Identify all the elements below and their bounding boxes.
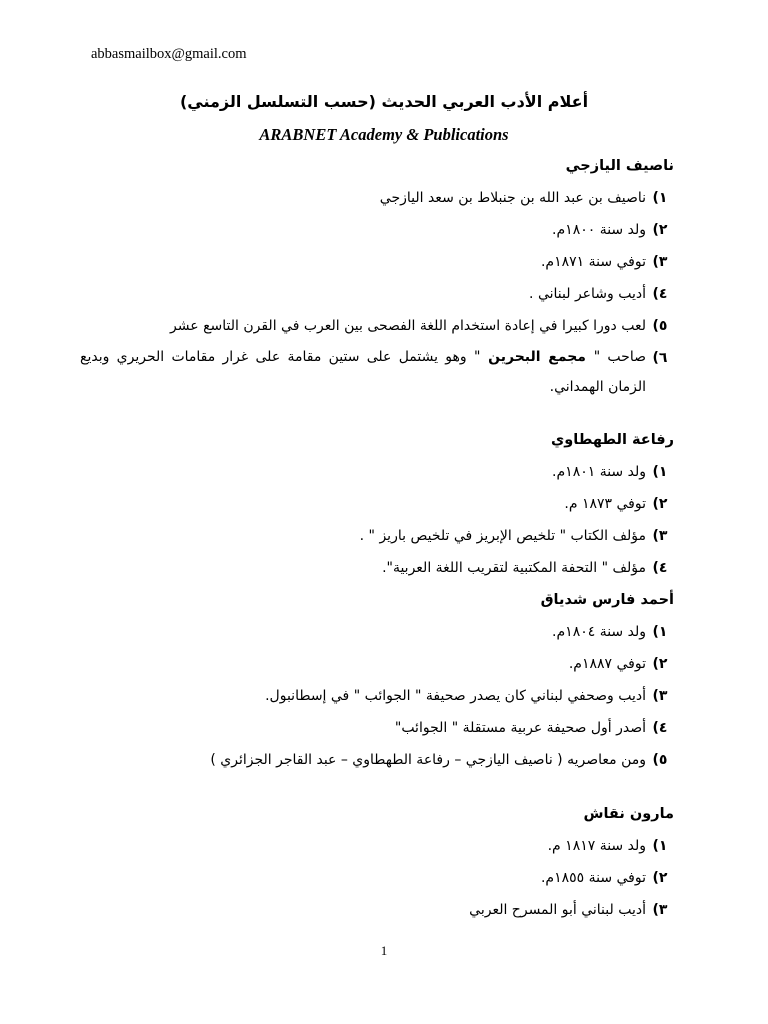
item-text: ناصيف بن عبد الله بن جنبلاط بن سعد اليازجي xyxy=(379,190,646,206)
item-text: ولد سنة ١٨١٧ م. xyxy=(547,838,646,854)
section-maroun-naqqash xyxy=(80,798,674,926)
item-text: أديب لبناني أبو المسرح العربي xyxy=(469,902,646,918)
item-number: ٤) xyxy=(652,560,668,576)
item-text: توفي ١٨٨٧م. xyxy=(568,656,646,672)
section-heading: مارون نقاش xyxy=(583,806,674,822)
section-heading: ناصيف اليازجي xyxy=(565,158,674,174)
list-item xyxy=(80,894,674,926)
item-text: توفي سنة ١٨٧١م. xyxy=(540,254,646,270)
item-text: ولد سنة ١٨٠٤م. xyxy=(552,624,646,640)
item-text: ولد سنة ١٨٠٠م. xyxy=(552,222,646,238)
item-number: ٢) xyxy=(652,656,668,672)
item-text-before: صاحب " xyxy=(593,349,646,365)
item-number: ٣) xyxy=(652,254,668,270)
list-item xyxy=(80,862,674,894)
item-number: ٥) xyxy=(652,752,668,768)
item-text: أديب وشاعر لبناني . xyxy=(529,286,646,302)
item-number: ٣) xyxy=(652,902,668,918)
document-title-english: ARABNET Academy & Publications xyxy=(259,125,509,144)
list-item xyxy=(80,278,674,310)
item-text: توفي سنة ١٨٥٥م. xyxy=(540,870,646,886)
section-heading: رفاعة الطهطاوي xyxy=(550,432,674,448)
author-email: abbasmailbox@gmail.com xyxy=(91,46,247,62)
item-number: ٣) xyxy=(652,528,668,544)
item-number: ١) xyxy=(652,190,668,206)
item-number: ٦) xyxy=(652,350,668,366)
item-number: ٥) xyxy=(652,318,668,334)
item-number: ٢) xyxy=(652,222,668,238)
section-rifaa-tahtawi xyxy=(80,424,674,584)
list-item xyxy=(80,680,674,712)
document-title-arabic: أعلام الأدب العربي الحديث (حسب التسلسل الزمني) xyxy=(179,92,589,111)
item-text-after: " وهو يشتمل على ستين مقامة على غرار مقامات الحريري وبديع الزمان الهمداني. xyxy=(80,349,646,395)
item-text: ومن معاصريه ( ناصيف اليازجي – رفاعة الطهطاوي – عبد القاجر الجزائري ) xyxy=(210,752,646,768)
list-item xyxy=(80,648,674,680)
item-text: أديب وصحفي لبناني كان يصدر صحيفة " الجوائب " في إسطانبول. xyxy=(265,688,646,704)
item-text: لعب دورا كبيرا في إعادة استخدام اللغة الفصحى بين العرب في القرن التاسع عشر xyxy=(170,318,646,334)
book-title-bold: مجمع البحرين xyxy=(480,349,594,365)
list-item xyxy=(80,456,674,488)
item-text: مؤلف " التحفة المكتبية لتقريب اللغة العربية". xyxy=(382,560,646,576)
list-item xyxy=(80,520,674,552)
item-text: توفي ١٨٧٣ م. xyxy=(564,496,646,512)
section-heading: أحمد فارس شدياق xyxy=(540,592,674,608)
item-text: أصدر أول صحيفة عربية مستقلة " الجوائب" xyxy=(394,720,646,736)
list-item xyxy=(80,214,674,246)
item-number: ١) xyxy=(652,838,668,854)
list-item xyxy=(80,488,674,520)
section-nasif-yaziji xyxy=(80,150,674,402)
section-spacer xyxy=(80,776,674,798)
item-text: مؤلف الكتاب " تلخيص الإبريز في تلخيص باريز " . xyxy=(359,528,646,544)
item-number: ٢) xyxy=(652,870,668,886)
list-item xyxy=(80,246,674,278)
item-text xyxy=(80,342,646,402)
document-body xyxy=(80,150,674,926)
item-number: ٤) xyxy=(652,720,668,736)
page-number: 1 xyxy=(380,943,388,958)
section-ahmad-faris-shidyaq xyxy=(80,584,674,776)
item-number: ٣) xyxy=(652,688,668,704)
item-number: ٢) xyxy=(652,496,668,512)
item-number: ١) xyxy=(652,624,668,640)
item-text: ولد سنة ١٨٠١م. xyxy=(552,464,646,480)
list-item xyxy=(80,552,674,584)
item-number: ٤) xyxy=(652,286,668,302)
list-item xyxy=(80,342,674,402)
list-item xyxy=(80,182,674,214)
list-item xyxy=(80,616,674,648)
list-item xyxy=(80,310,674,342)
list-item xyxy=(80,744,674,776)
list-item xyxy=(80,712,674,744)
list-item xyxy=(80,830,674,862)
section-spacer xyxy=(80,402,674,424)
item-number: ١) xyxy=(652,464,668,480)
